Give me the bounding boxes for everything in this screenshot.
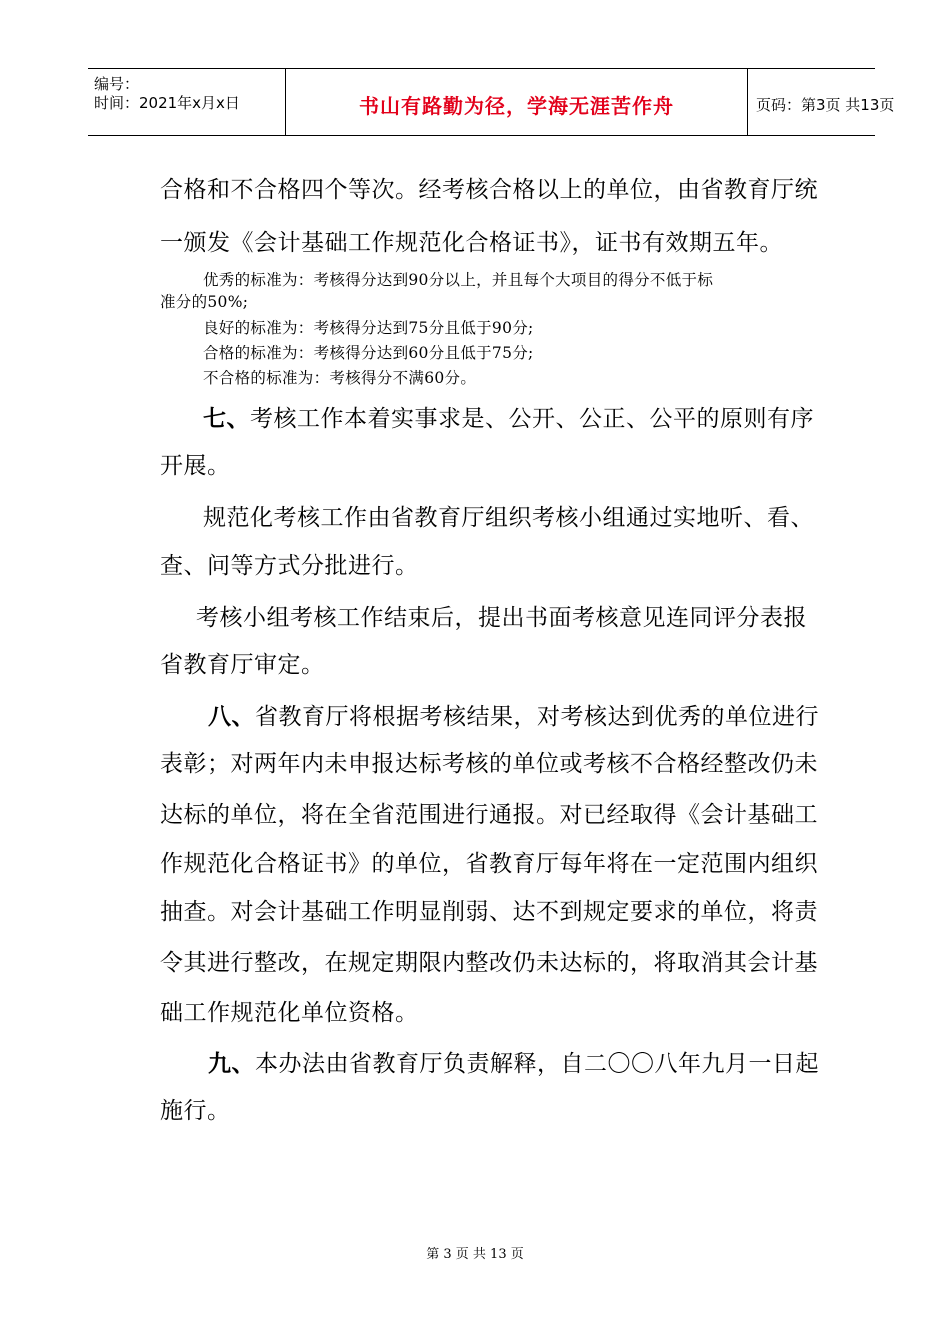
body-line: 一颁发《会计基础工作规范化合格证书》，证书有效期五年。	[160, 230, 783, 256]
body-line: 合格和不合格四个等次。经考核合格以上的单位，由省教育厅统	[160, 177, 818, 203]
body-line: 作规范化合格证书》的单位，省教育厅每年将在一定范围内组织	[160, 851, 818, 877]
page-header	[88, 68, 895, 136]
body-line: 省教育厅审定。	[160, 652, 325, 678]
section-7-heading	[203, 392, 883, 446]
header-page-info: 页码：第3页 共13页	[756, 95, 895, 114]
body-line: 抽查。对会计基础工作明显削弱、达不到规定要求的单位，将责	[160, 899, 818, 925]
standard-excellent: 优秀的标准为：考核得分达到90分以上，并且每个大项目的得分不低于标	[203, 271, 714, 289]
body-line: 表彰；对两年内未申报达标考核的单位或考核不合格经整改仍未	[160, 751, 818, 777]
section-7-number: 七、	[203, 405, 250, 432]
section-8-text: 省教育厅将根据考核结果，对考核达到优秀的单位进行	[255, 704, 819, 730]
standard-pass: 合格的标准为：考核得分达到60分且低于75分;	[203, 344, 534, 362]
header-page-cell	[748, 69, 895, 135]
body-line: 考核小组考核工作结束后，提出书面考核意见连同评分表报	[196, 605, 807, 631]
motto-text: 书山有路勤为径，学海无涯苦作舟	[359, 93, 674, 118]
section-9-text: 本办法由省教育厅负责解释，自二〇〇八年九月一日起	[255, 1051, 819, 1077]
header-meta	[88, 69, 286, 135]
section-8-heading	[208, 690, 888, 744]
standard-fail: 不合格的标准为：考核得分不满60分。	[203, 369, 477, 387]
time-label: 时间：2021年x月x日	[94, 94, 240, 112]
serial-label: 编号：	[94, 75, 140, 93]
body-line: 达标的单位，将在全省范围进行通报。对已经取得《会计基础工	[160, 802, 818, 828]
body-line: 开展。	[160, 453, 231, 479]
body-line: 令其进行整改，在规定期限内整改仍未达标的，将取消其会计基	[160, 950, 818, 976]
section-8-number: 八、	[208, 703, 255, 730]
body-line: 规范化考核工作由省教育厅组织考核小组通过实地听、看、	[203, 505, 814, 531]
section-9-heading	[208, 1037, 888, 1091]
body-line: 查、问等方式分批进行。	[160, 553, 419, 579]
header-motto-cell	[286, 69, 748, 135]
body-line: 础工作规范化单位资格。	[160, 1000, 419, 1026]
page-footer: 第 3 页 共 13 页	[426, 1247, 524, 1262]
standard-excellent-cont: 准分的50%;	[160, 293, 249, 311]
body-line: 施行。	[160, 1098, 231, 1124]
standard-good: 良好的标准为：考核得分达到75分且低于90分;	[203, 319, 534, 337]
section-7-text: 考核工作本着实事求是、公开、公正、公平的原则有序	[250, 406, 814, 432]
section-9-number: 九、	[208, 1050, 255, 1077]
